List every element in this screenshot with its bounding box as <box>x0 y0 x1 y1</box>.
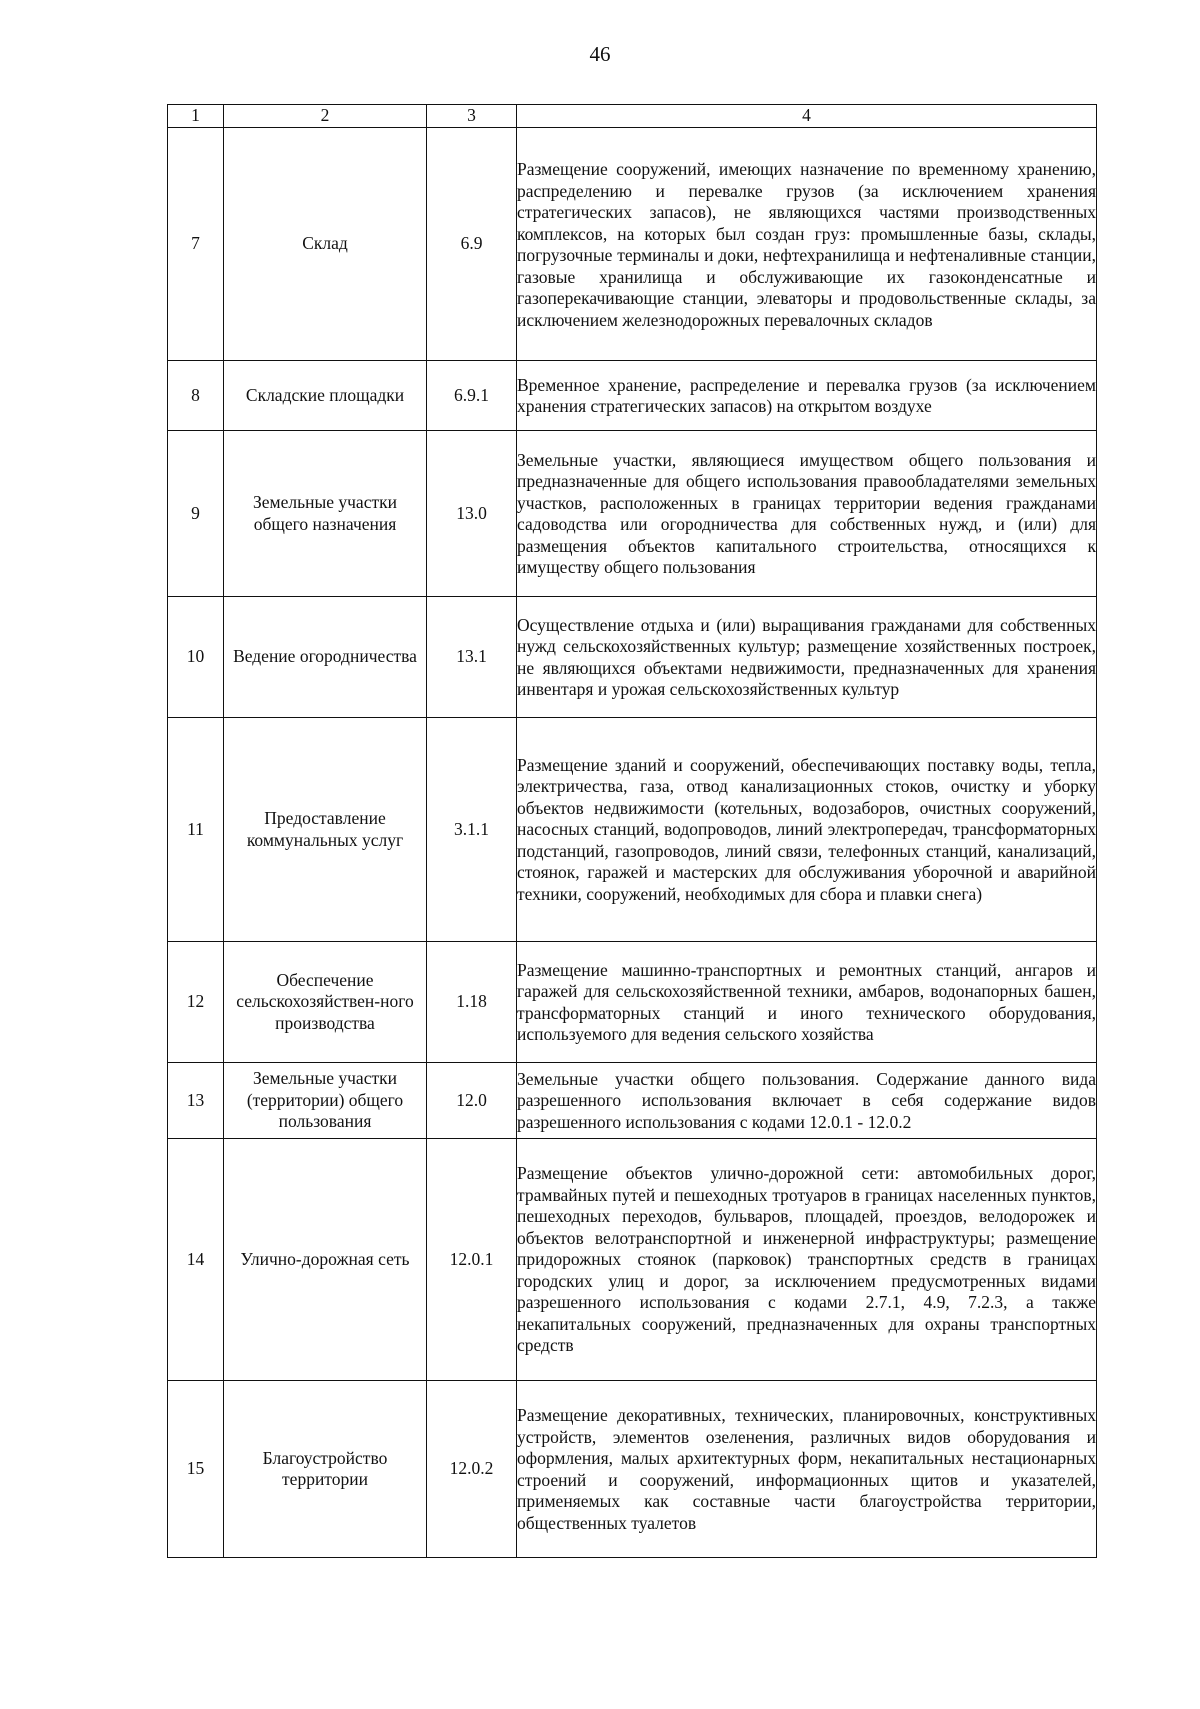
permitted-uses-table <box>167 104 1097 1558</box>
column-number: 1 <box>168 105 224 128</box>
page-number: 46 <box>589 42 611 66</box>
column-number: 3 <box>427 105 517 128</box>
row-number: 8 <box>168 361 224 431</box>
use-type-description: Размещение сооружений, имеющих назначение по временному хранению, распределению и перевалке грузов (за исключением хранения стратегических запасов), не являющихся частями производственных комплексов, на которых был создан груз: промышленные базы, склады, погрузочные терминалы и доки, нефтехранилища и нефтеналивные станции, газовые хранилища и обслуживающие их газоконденсатные и газоперекачивающие станции, элеваторы и продовольственные склады, за исключением железнодорожных перевалочных складов <box>517 128 1097 361</box>
use-type-code: 1.18 <box>427 942 517 1063</box>
use-type-name: Обеспечение сельскохозяйствен-ного производства <box>224 942 427 1063</box>
row-number: 12 <box>168 942 224 1063</box>
use-type-code: 12.0 <box>427 1063 517 1139</box>
table-row <box>168 1063 1097 1139</box>
table-row <box>168 1381 1097 1558</box>
row-number: 7 <box>168 128 224 361</box>
use-type-description: Размещение машинно-транспортных и ремонтных станций, ангаров и гаражей для сельскохозяйственной техники, амбаров, водонапорных башен, трансформаторных станций и иного технического оборудования, используемого для ведения сельского хозяйства <box>517 942 1097 1063</box>
use-type-code: 13.0 <box>427 431 517 597</box>
row-number: 14 <box>168 1139 224 1381</box>
use-type-name: Предоставление коммунальных услуг <box>224 718 427 942</box>
table-row <box>168 597 1097 718</box>
row-number: 9 <box>168 431 224 597</box>
use-type-name: Благоустройство территории <box>224 1381 427 1558</box>
table-row <box>168 1139 1097 1381</box>
use-type-description: Земельные участки, являющиеся имуществом общего пользования и предназначенные для общего использования правообладателями земельных участков, расположенных в границах территории ведения гражданами садоводства или огородничества для собственных нужд, и (или) для размещения объектов капитального строительства, относящихся к имуществу общего пользования <box>517 431 1097 597</box>
row-number: 13 <box>168 1063 224 1139</box>
use-type-description: Размещение декоративных, технических, планировочных, конструктивных устройств, элементов озеленения, различных видов оборудования и оформления, малых архитектурных форм, некапитальных нестационарных строений и сооружений, информационных щитов и указателей, применяемых как составные части благоустройства территории, общественных туалетов <box>517 1381 1097 1558</box>
row-number: 11 <box>168 718 224 942</box>
table-row <box>168 718 1097 942</box>
table-row <box>168 128 1097 361</box>
use-type-description: Земельные участки общего пользования. Содержание данного вида разрешенного использования включает в себя содержание видов разрешенного использования с кодами 12.0.1 - 12.0.2 <box>517 1063 1097 1139</box>
use-type-code: 13.1 <box>427 597 517 718</box>
use-type-name: Улично-дорожная сеть <box>224 1139 427 1381</box>
use-type-name: Складские площадки <box>224 361 427 431</box>
row-number: 15 <box>168 1381 224 1558</box>
use-type-code: 12.0.1 <box>427 1139 517 1381</box>
table-row <box>168 431 1097 597</box>
row-number: 10 <box>168 597 224 718</box>
use-type-name: Земельные участки общего назначения <box>224 431 427 597</box>
use-type-code: 3.1.1 <box>427 718 517 942</box>
column-number: 4 <box>517 105 1097 128</box>
table-row <box>168 361 1097 431</box>
use-type-description: Временное хранение, распределение и перевалка грузов (за исключением хранения стратегических запасов) на открытом воздухе <box>517 361 1097 431</box>
use-type-code: 12.0.2 <box>427 1381 517 1558</box>
column-number: 2 <box>224 105 427 128</box>
column-number-row <box>168 105 1097 128</box>
use-type-description: Размещение зданий и сооружений, обеспечивающих поставку воды, тепла, электричества, газа, отвод канализационных стоков, очистку и уборку объектов недвижимости (котельных, водозаборов, очистных сооружений, насосных станций, водопроводов, линий электропередач, трансформаторных подстанций, газопроводов, линий связи, телефонных станций, канализаций, стоянок, гаражей и мастерских для обслуживания уборочной и аварийной техники, сооружений, необходимых для сбора и плавки снега) <box>517 718 1097 942</box>
use-type-code: 6.9 <box>427 128 517 361</box>
use-type-code: 6.9.1 <box>427 361 517 431</box>
table-row <box>168 942 1097 1063</box>
use-type-name: Земельные участки (территории) общего пользования <box>224 1063 427 1139</box>
use-type-description: Осуществление отдыха и (или) выращивания гражданами для собственных нужд сельскохозяйственных культур; размещение хозяйственных построек, не являющихся объектами недвижимости, предназначенных для хранения инвентаря и урожая сельскохозяйственных культур <box>517 597 1097 718</box>
use-type-name: Склад <box>224 128 427 361</box>
use-type-name: Ведение огородничества <box>224 597 427 718</box>
use-type-description: Размещение объектов улично-дорожной сети: автомобильных дорог, трамвайных путей и пешеходных тротуаров в границах населенных пунктов, пешеходных переходов, бульваров, площадей, проездов, велодорожек и объектов велотранспортной и инженерной инфраструктуры; размещение придорожных стоянок (парковок) транспортных средств в границах городских улиц и дорог, за исключением предусмотренных видами разрешенного использования с кодами 2.7.1, 4.9, 7.2.3, а также некапитальных сооружений, предназначенных для охраны транспортных средств <box>517 1139 1097 1381</box>
